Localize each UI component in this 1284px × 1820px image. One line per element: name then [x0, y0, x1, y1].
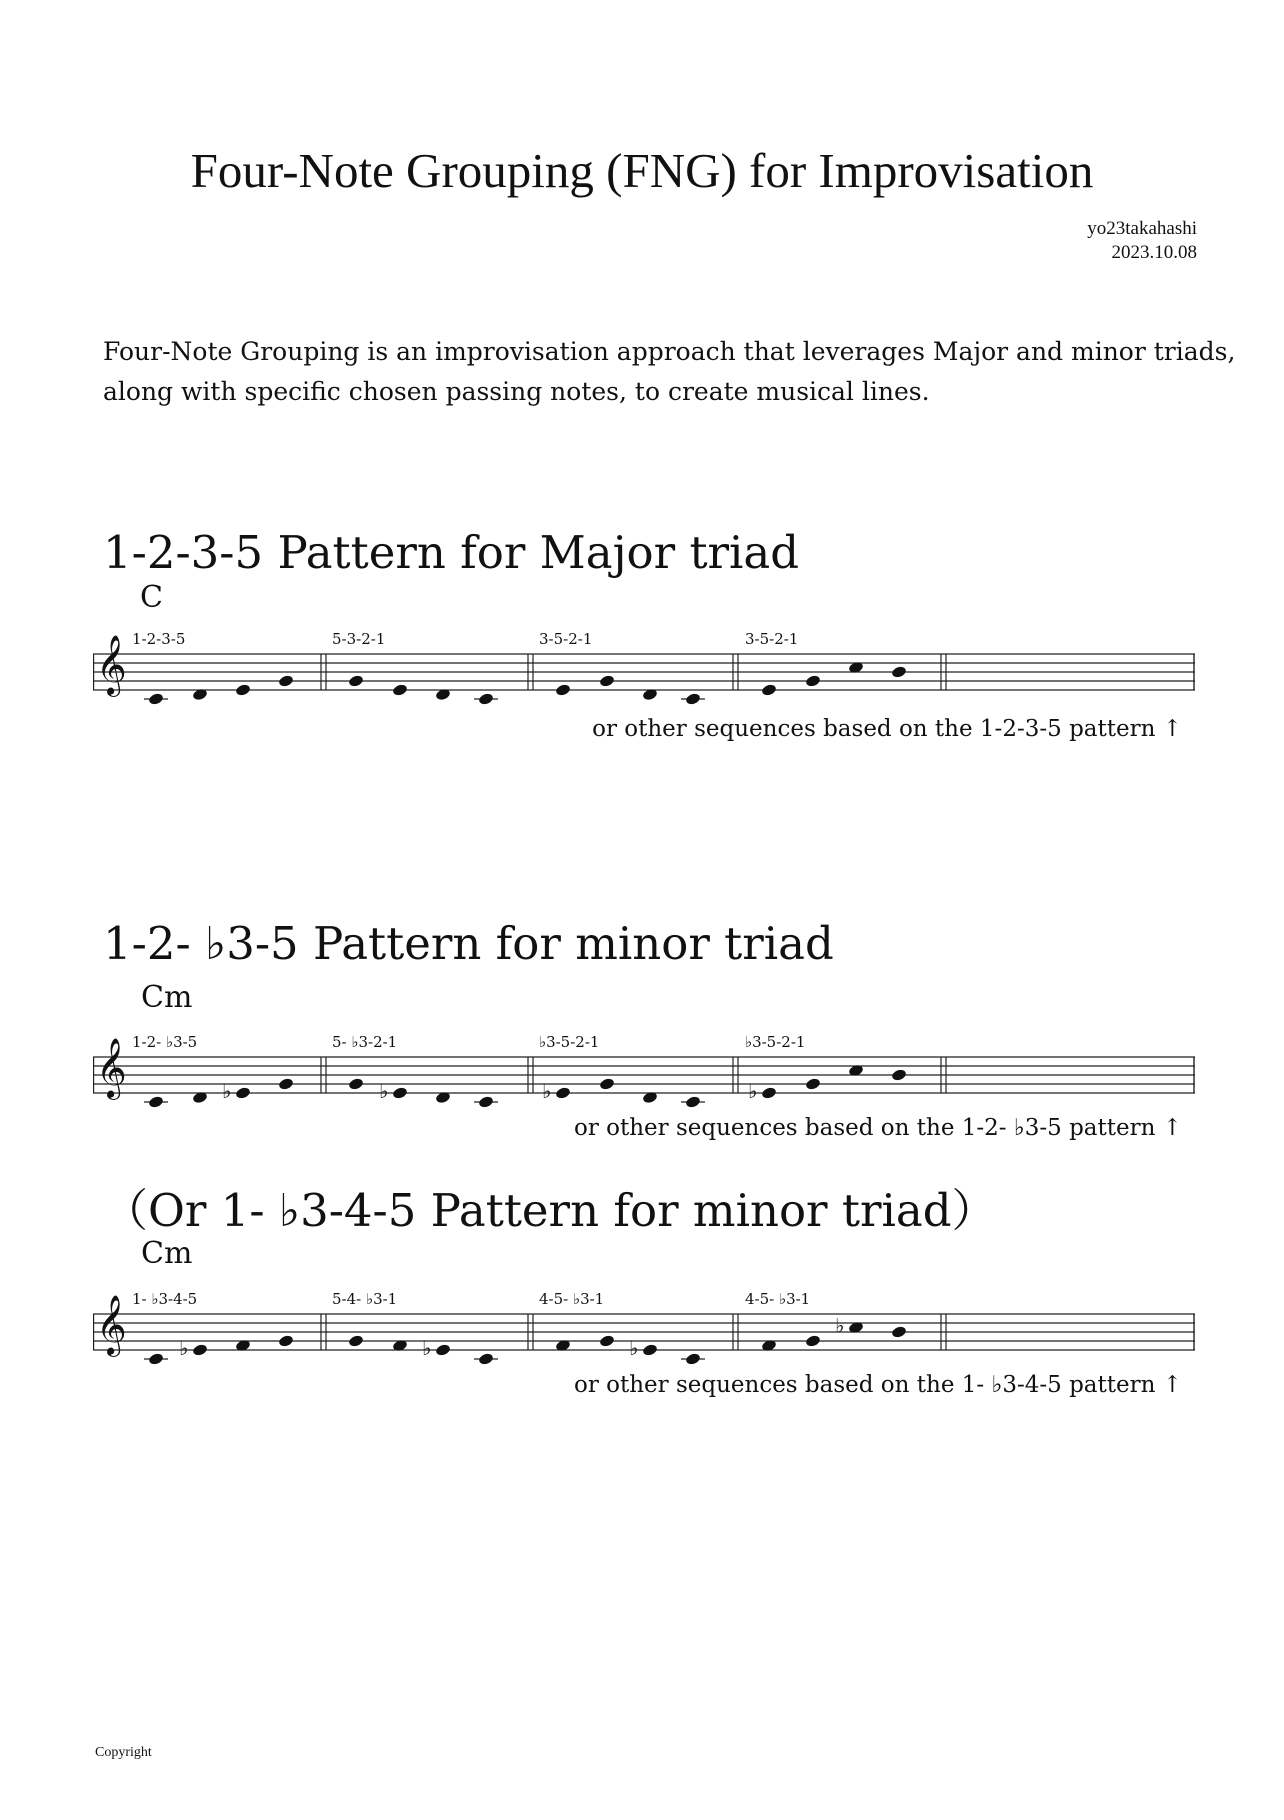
- note-head: [891, 1325, 907, 1339]
- measure-label: 1-2- ♭3-5: [132, 1033, 198, 1051]
- chord-symbol-cm: Cm: [141, 980, 193, 1015]
- note-head: [348, 1334, 364, 1348]
- music-staff-minor: [93, 1013, 1203, 1123]
- measure-label: 5-3-2-1: [332, 630, 386, 648]
- document-title: Four-Note Grouping (FNG) for Improvisation: [190, 143, 1094, 198]
- measure-label: 3-5-2-1: [539, 630, 593, 648]
- pattern-note-minor-alt: or other sequences based on the 1- ♭3-4-5 pattern ↑: [573, 1372, 1182, 1398]
- intro-line-1: Four-Note Grouping is an improvisation approach that leverages Major and minor triads,: [103, 337, 1236, 366]
- pattern-note-major: or other sequences based on the 1-2-3-5 pattern ↑: [592, 716, 1182, 742]
- measure-label: 3-5-2-1: [745, 630, 799, 648]
- measure-label: 4-5- ♭3-1: [745, 1290, 811, 1308]
- note-head: [278, 1077, 294, 1091]
- note-head: [761, 683, 777, 697]
- note-head: [685, 692, 701, 706]
- measure-label: 5- ♭3-2-1: [332, 1033, 398, 1051]
- music-staff-major: [93, 610, 1203, 720]
- note-head: [761, 1086, 777, 1100]
- note-head: [555, 1086, 571, 1100]
- intro-line-2: along with specific chosen passing notes, to create musical lines.: [103, 377, 930, 406]
- treble-clef-icon: 𝄞: [96, 634, 127, 695]
- note-head: [435, 1343, 451, 1357]
- measure-label: ♭3-5-2-1: [539, 1033, 600, 1051]
- note-head: [235, 683, 251, 697]
- note-head: [805, 1334, 821, 1348]
- music-staff-minor-alt: [93, 1270, 1203, 1380]
- note-head: [192, 1343, 208, 1357]
- copyright-text: Copyright: [95, 1745, 152, 1760]
- note-head: [891, 665, 907, 679]
- note-head: [599, 674, 615, 688]
- note-head: [805, 674, 821, 688]
- flat-accidental: ♭: [222, 1079, 232, 1103]
- note-head: [148, 1352, 164, 1366]
- measure-label: ♭3-5-2-1: [745, 1033, 806, 1051]
- flat-accidental: ♭: [629, 1336, 639, 1360]
- note-head: [599, 1334, 615, 1348]
- treble-clef-icon: 𝄞: [96, 1294, 127, 1355]
- note-head: [642, 1343, 658, 1357]
- chord-symbol-c: C: [140, 580, 163, 615]
- note-head: [685, 1095, 701, 1109]
- note-head: [348, 674, 364, 688]
- note-head: [148, 1095, 164, 1109]
- flat-accidental: ♭: [748, 1079, 758, 1103]
- note-head: [478, 1352, 494, 1366]
- measure-label: 5-4- ♭3-1: [332, 1290, 398, 1308]
- measure-label: 4-5- ♭3-1: [539, 1290, 605, 1308]
- section-heading-minor: 1-2- ♭3-5 Pattern for minor triad: [103, 917, 834, 970]
- note-head: [478, 692, 494, 706]
- note-head: [685, 1352, 701, 1366]
- author-name: yo23takahashi: [1087, 218, 1197, 239]
- section-heading-major: 1-2-3-5 Pattern for Major triad: [103, 526, 800, 579]
- note-head: [278, 674, 294, 688]
- treble-clef-icon: 𝄞: [96, 1037, 127, 1098]
- note-head: [392, 683, 408, 697]
- note-head: [891, 1068, 907, 1082]
- note-head: [278, 1334, 294, 1348]
- note-head: [235, 1086, 251, 1100]
- note-head: [555, 683, 571, 697]
- flat-accidental: ♭: [379, 1079, 389, 1103]
- flat-accidental: ♭: [542, 1079, 552, 1103]
- pattern-note-minor: or other sequences based on the 1-2- ♭3-5 pattern ↑: [573, 1115, 1182, 1141]
- section-heading-minor-alt: （Or 1- ♭3-4-5 Pattern for minor triad）: [103, 1184, 997, 1237]
- note-head: [478, 1095, 494, 1109]
- flat-accidental: ♭: [422, 1336, 432, 1360]
- note-head: [148, 692, 164, 706]
- document-date: 2023.10.08: [1111, 242, 1197, 263]
- note-head: [805, 1077, 821, 1091]
- chord-symbol-cm-alt: Cm: [141, 1236, 193, 1271]
- flat-accidental: ♭: [835, 1313, 845, 1338]
- note-head: [599, 1077, 615, 1091]
- measure-label: 1-2-3-5: [132, 630, 186, 648]
- flat-accidental: ♭: [179, 1336, 189, 1360]
- note-head: [392, 1086, 408, 1100]
- measure-label: 1- ♭3-4-5: [132, 1290, 198, 1308]
- note-head: [348, 1077, 364, 1091]
